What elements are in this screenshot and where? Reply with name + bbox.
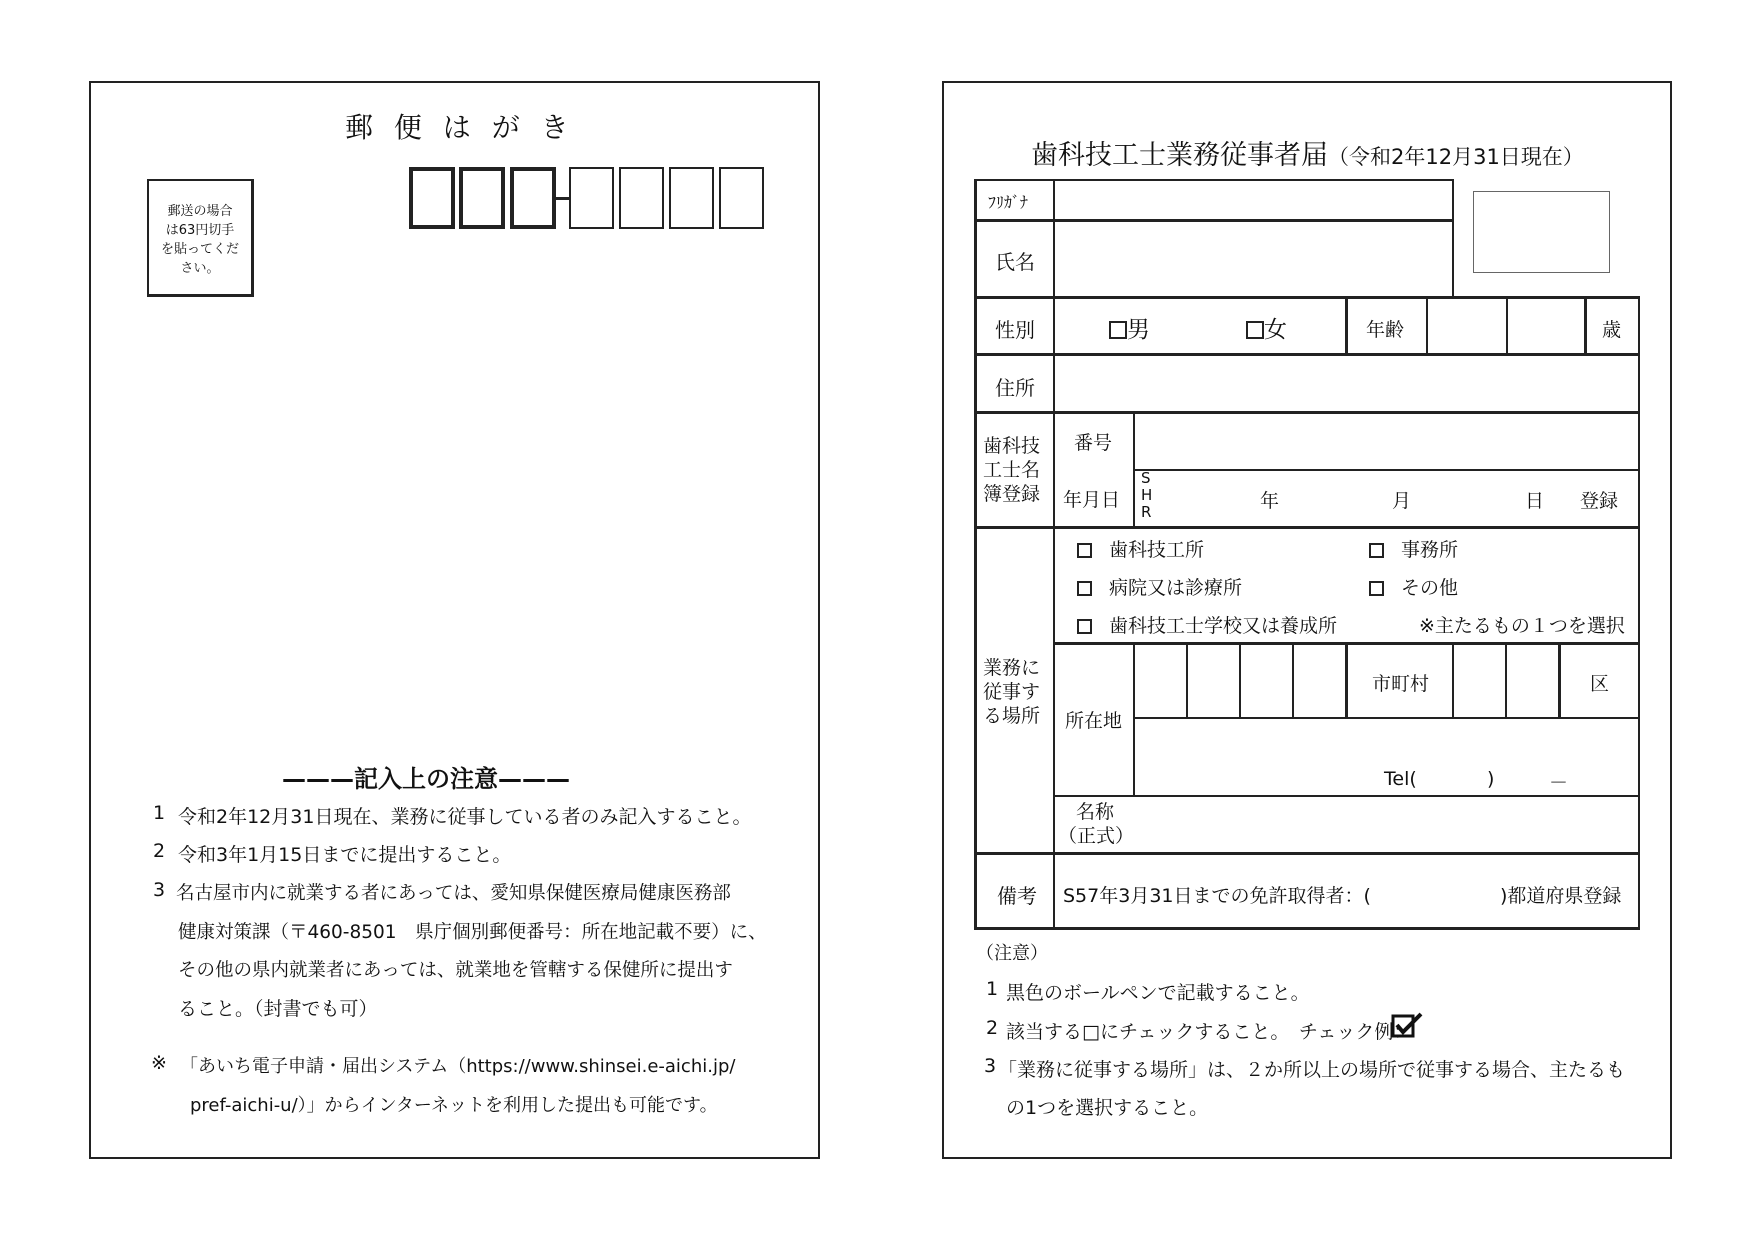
- note-text: 令和3年1月15日までに提出すること。: [178, 844, 512, 866]
- hospital-label: 病院又は診療所: [1109, 577, 1243, 599]
- other-label: その他: [1401, 577, 1459, 599]
- day-label: 日: [1525, 490, 1545, 512]
- official-name-line: 名称: [1075, 801, 1114, 823]
- workplace-type-other[interactable]: [1369, 573, 1458, 600]
- era-code-r: R: [1141, 503, 1152, 521]
- caution-number: 1: [986, 978, 999, 1000]
- postal-code-box[interactable]: [459, 167, 505, 229]
- other-checkbox[interactable]: [1369, 581, 1384, 596]
- registry-label: [983, 434, 1040, 506]
- stamp-note-line: を貼ってくだ: [160, 242, 239, 257]
- remark-line: pref-aichi-u/）」からインターネットを利用した提出も可能です。: [190, 1095, 718, 1116]
- municipality-label: 市町村: [1372, 673, 1430, 695]
- note-text: 令和2年12月31日現在、業務に従事している者のみ記入すること。: [178, 806, 752, 828]
- caution-number: 2: [986, 1017, 999, 1039]
- male-label: 男: [1127, 317, 1150, 343]
- stamp-note-line: は63円切手: [165, 223, 235, 238]
- furigana-label: ﾌﾘｶﾞﾅ: [988, 193, 1029, 212]
- stamp-note-line: さい。: [180, 261, 220, 276]
- age-unit: 歳: [1602, 319, 1622, 341]
- location-label: 所在地: [1065, 710, 1123, 732]
- postal-code-box[interactable]: [719, 167, 764, 229]
- select-one-note: ※主たるもの１つを選択: [1419, 615, 1625, 637]
- remark-line: 「あいち電子申請・届出システム（https://www.shinsei.e-aichi.jp/: [180, 1056, 736, 1077]
- registry-label-line: 簿登録: [983, 483, 1041, 505]
- name-field[interactable]: [1057, 223, 1451, 295]
- registered-label: 登録: [1580, 490, 1619, 512]
- postal-code-box[interactable]: [409, 167, 455, 229]
- registry-label-line: 歯科技: [983, 435, 1041, 457]
- note-text: その他の県内就業者にあっては、就業地を管轄する保健所に提出す: [178, 960, 733, 981]
- address-field[interactable]: [1057, 357, 1637, 410]
- official-name-label: [1058, 800, 1135, 848]
- school-checkbox[interactable]: [1077, 619, 1092, 634]
- note-text: 名古屋市内に就業する者にあっては、愛知県保健医療局健康医務部: [176, 883, 731, 904]
- tel-label: Tel(: [1384, 768, 1417, 790]
- caution-number: 3: [984, 1055, 997, 1077]
- postal-code-box[interactable]: [669, 167, 714, 229]
- furigana-field[interactable]: [1057, 182, 1451, 218]
- note-text: 健康対策課（〒460-8501 県庁個別郵便番号：所在地記載不要）に、: [178, 922, 767, 943]
- stamp-note-line: 郵送の場合: [167, 204, 233, 219]
- note-text: ること。（封書でも可）: [178, 998, 378, 1020]
- caution-text: の1つを選択すること。: [1006, 1097, 1209, 1119]
- postal-code-box[interactable]: [569, 167, 614, 229]
- notes-heading: ———記入上の注意———: [282, 765, 570, 793]
- era-codes: [1141, 470, 1152, 521]
- postal-code-box[interactable]: [510, 167, 556, 229]
- remarks-text: S57年3月31日までの免許取得者：(: [1063, 885, 1371, 907]
- ward-label: 区: [1590, 673, 1610, 695]
- school-label: 歯科技工士学校又は養成所: [1109, 615, 1338, 637]
- month-label: 月: [1392, 490, 1412, 512]
- check-example-icon: [1391, 1012, 1425, 1040]
- workplace-label-line: 従事す: [983, 681, 1041, 703]
- form-title-sub: （令和2年12月31日現在）: [1328, 145, 1584, 169]
- workplace-label-line: る場所: [983, 705, 1041, 727]
- office-checkbox[interactable]: [1369, 543, 1384, 558]
- workplace-type-hospital[interactable]: [1077, 573, 1242, 600]
- workplace-type-school[interactable]: [1077, 611, 1337, 638]
- office-label: 事務所: [1401, 539, 1459, 561]
- caution-text: 「業務に従事する場所」は、２か所以上の場所で従事する場合、主たるも: [998, 1059, 1626, 1081]
- form-title: [1031, 133, 1584, 172]
- female-checkbox[interactable]: [1246, 321, 1264, 339]
- hospital-checkbox[interactable]: [1077, 581, 1092, 596]
- remarks-label: 備考: [997, 884, 1037, 908]
- lab-label: 歯科技工所: [1109, 539, 1205, 561]
- workplace-type-office[interactable]: [1369, 535, 1458, 562]
- stamp-box: [147, 179, 254, 297]
- official-name-line: （正式）: [1058, 825, 1135, 847]
- era-code-s: S: [1141, 469, 1151, 487]
- postal-code-box[interactable]: [619, 167, 664, 229]
- address-label: 住所: [995, 376, 1035, 400]
- name-label: 氏名: [995, 250, 1035, 274]
- form-title-main: 歯科技工士業務従事者届: [1031, 140, 1328, 171]
- caution-text: 該当する□にチェックすること。 チェック例：: [1006, 1021, 1413, 1043]
- workplace-label: [983, 656, 1040, 728]
- reg-date-label: 年月日: [1063, 489, 1121, 511]
- photo-box: [1473, 191, 1610, 273]
- female-option[interactable]: [1246, 311, 1287, 344]
- note-number: 3: [153, 879, 166, 901]
- female-label: 女: [1264, 317, 1287, 343]
- note-number: 1: [153, 802, 166, 824]
- gender-label: 性別: [995, 318, 1035, 342]
- official-name-field[interactable]: [1137, 798, 1637, 851]
- era-code-h: H: [1141, 486, 1153, 504]
- remarks-text-end: )都道府県登録: [1500, 885, 1622, 907]
- year-label: 年: [1260, 490, 1280, 512]
- male-checkbox[interactable]: [1109, 321, 1127, 339]
- tel-close: ): [1487, 768, 1495, 790]
- caution-heading: （注意）: [976, 943, 1048, 964]
- reg-number-field[interactable]: [1137, 415, 1637, 468]
- lab-checkbox[interactable]: [1077, 543, 1092, 558]
- male-option[interactable]: [1109, 311, 1150, 344]
- note-number: 2: [153, 840, 166, 862]
- registry-label-line: 工士名: [983, 459, 1041, 481]
- age-label: 年齢: [1366, 319, 1405, 341]
- remark-mark: ※: [151, 1052, 167, 1074]
- workplace-type-lab[interactable]: [1077, 535, 1204, 562]
- reg-number-label: 番号: [1074, 432, 1113, 454]
- tel-dash: －: [1549, 772, 1569, 794]
- postal-code-hyphen: [556, 197, 569, 200]
- caution-text: 黒色のボールペンで記載すること。: [1006, 982, 1310, 1004]
- workplace-label-line: 業務に: [983, 657, 1041, 679]
- postcard-title: 郵 便 は が き: [345, 111, 575, 144]
